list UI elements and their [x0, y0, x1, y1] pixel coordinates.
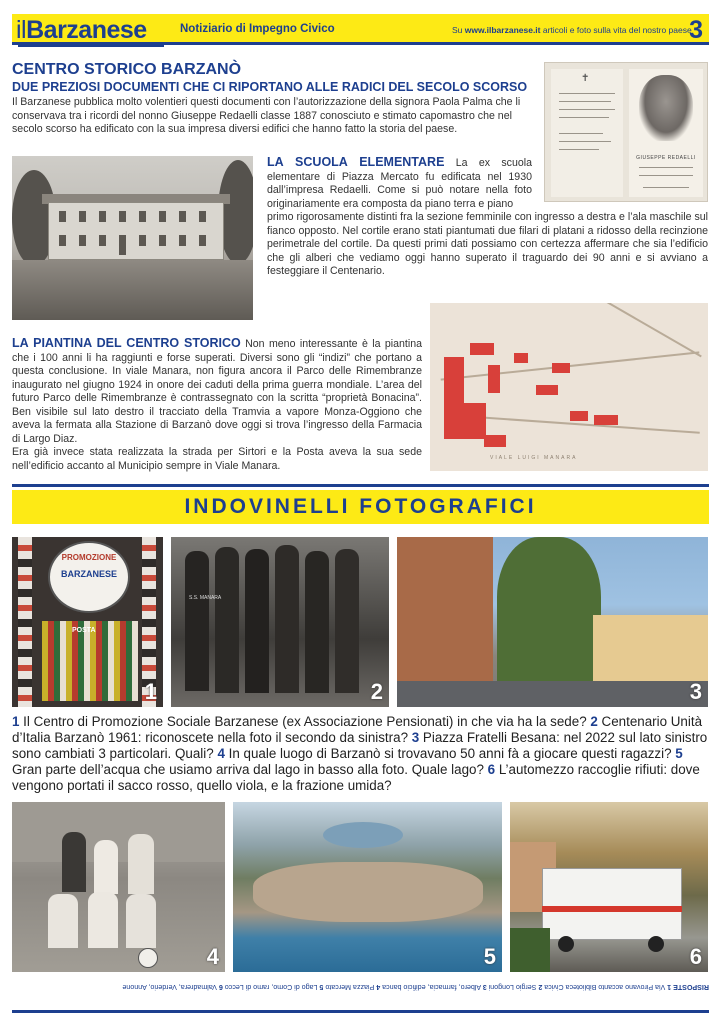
map-section: [12, 337, 422, 473]
window: [99, 235, 106, 246]
answers-label: RISPOSTE: [673, 983, 709, 991]
answer-number: 5: [319, 983, 324, 991]
text-line: [559, 117, 609, 118]
article-intro: Il Barzanese pubblica molto volentieri questi documenti con l’autorizzazione della signora Paola Palma che li conservava tra i ricordi del nonno Giuseppe Redaelli classe 1887 conosciuto e stimato capomastro che nel secolo scorso ha edificato con la sua impresa diversi edifici che hanno fatto la storia del paese.: [12, 96, 521, 135]
memorial-name: GIUSEPPE REDAELLI: [636, 155, 696, 161]
school-photo: [12, 156, 253, 320]
quiz-answers: [12, 982, 709, 992]
distant-lake: [323, 822, 403, 848]
text-line: [559, 93, 615, 94]
dice-decoration: [18, 537, 32, 707]
page-number: 3: [689, 16, 703, 44]
map-text-block: [12, 337, 422, 446]
truck-wheel: [648, 936, 664, 952]
text-line: [559, 149, 599, 150]
map-building: [470, 343, 494, 355]
question-text: Centenario Unità d’Italia Barzanò 1961: riconoscete nella foto il secondo da sinistra?: [12, 714, 703, 745]
portrait: [639, 75, 693, 141]
quiz-banner: INDOVINELLI FOTOGRAFICI: [12, 490, 709, 524]
answer-text: Valmadrera, Verderio, Annone: [122, 983, 219, 991]
question-text: Gran parte dell’acqua che usiamo arriva dal lago in basso alla foto. Quale lago?: [12, 762, 488, 777]
window: [79, 235, 86, 246]
child: [88, 892, 118, 948]
footer-line: [12, 1010, 709, 1013]
photo-number-3: 3: [689, 679, 702, 704]
question-number: 6: [487, 762, 496, 777]
answer-number: 3: [482, 983, 487, 991]
truck-wheel: [558, 936, 574, 952]
window: [159, 235, 166, 246]
site-link[interactable]: www.ilbarzanese.it: [464, 25, 541, 35]
answer-text: Sergio Longoni: [486, 983, 539, 991]
truck-stripe: [542, 906, 682, 912]
door: [119, 235, 126, 255]
map-building: [484, 435, 506, 447]
child: [94, 840, 118, 894]
map-building: [444, 357, 464, 403]
historic-map-photo: [430, 303, 708, 471]
logo-prefix: il: [16, 16, 27, 44]
quiz-photo-3: [397, 537, 708, 707]
map-building: [552, 363, 570, 373]
question-text: Il Centro di Promozione Sociale Barzanese (ex Associazione Pensionati) in che via ha la sede?: [19, 714, 591, 729]
child: [126, 894, 156, 948]
shirt-text: S.S. MANARA: [189, 595, 222, 601]
answer-text: Via Pirovano accanto Biblioteca Civica: [542, 983, 668, 991]
question-text: In quale luogo di Barzanò si trovavano 50 anni fà a giocare questi ragazzi?: [224, 746, 676, 761]
window: [59, 211, 66, 222]
school-text-a: La ex scuola elementare di Piazza Mercato fu edificata nel 1930 dall’impresa Redaelli. Come si può notare nella foto originariamente era composta da piano terra e piano: [267, 157, 532, 210]
quiz-photo-6: [510, 802, 708, 972]
question-text: L’automezzo raccoglie rifiuti: dove vengono portati il sacco rosso, quello viola, e la frazione umida?: [12, 762, 700, 793]
answer-text: Lago di Como, ramo di Lecco: [222, 983, 320, 991]
map-building: [536, 385, 558, 395]
logo: [16, 16, 147, 44]
quiz-photo-2: [171, 537, 389, 707]
promo-sign-text-b: BARZANESE: [60, 569, 117, 579]
person: [215, 547, 239, 693]
school-building: [48, 202, 224, 260]
window: [119, 211, 126, 222]
school-section: [267, 156, 708, 279]
map-building: [488, 365, 500, 393]
cross-icon: ✝: [581, 73, 590, 84]
quiz-photo-5: [233, 802, 502, 972]
text-line: [559, 141, 611, 142]
logo-underline: [18, 44, 164, 47]
masthead: [12, 14, 709, 45]
answer-number: 1: [667, 983, 672, 991]
site-pre: Su: [452, 25, 465, 35]
text-line: [559, 133, 603, 134]
window: [139, 211, 146, 222]
tree: [497, 537, 601, 687]
quiz-photo-4: [12, 802, 225, 972]
map-heading: LA PIANTINA DEL CENTRO STORICO: [12, 336, 241, 350]
map-building: [444, 403, 486, 439]
person: [185, 551, 209, 691]
masthead-subtitle: Notiziario di Impegno Civico: [180, 23, 335, 35]
school-heading: LA SCUOLA ELEMENTARE: [267, 155, 445, 169]
question-text: Piazza Fratelli Besana: nel 2022 sul lato sinistro sono cambiati 3 particolari. Quali?: [12, 730, 708, 761]
window: [199, 211, 206, 222]
map-road: [588, 303, 702, 357]
building-wall: [12, 802, 225, 862]
article-subtitle: DUE PREZIOSI DOCUMENTI CHE CI RIPORTANO ALLE RADICI DEL SECOLO SCORSO: [12, 80, 528, 94]
window: [179, 211, 186, 222]
posta-text: POSTA: [72, 627, 96, 634]
photo-number-2: 2: [370, 679, 383, 704]
question-number: 4: [217, 746, 225, 761]
map-building: [514, 353, 528, 363]
window: [99, 211, 106, 222]
person: [335, 549, 359, 693]
map-building: [570, 411, 588, 421]
answer-number: 6: [218, 983, 223, 991]
window: [179, 235, 186, 246]
map-street-label: VIALE LUIGI MANARA: [490, 455, 578, 461]
window: [79, 211, 86, 222]
photo-number-1: 1: [144, 679, 157, 704]
photo-number-5: 5: [483, 944, 496, 969]
map-text: Non meno interessante è la piantina che i 100 anni li ha raggiunti e forse superati. Diversi sono gli “indizi” che portano a questa conclusione. In viale Manara, non figura ancora il Parco delle Rimembranze inaugurato nel giugno 1924 in onore dei caduti della prima guerra mondiale. L’area del futuro Parco delle Rimembranze è contrassegnato con la scritta “proprietà Bonacina”. Ben visibile sul lato destro il tracciato della Tramvia a vapore Monza-Oggiono che aveva la fermata alla Stazione di Barzanò dove oggi si trova l’ingresso della Farmacia di Largo Diaz.: [12, 338, 422, 445]
map-text-2: Era già invece stata realizzata la strada per Sirtori e la Posta aveva la sua sede nell’edificio accanto al Municipio sempre in Viale Manara.: [12, 446, 422, 472]
text-line: [559, 101, 611, 102]
article-title: CENTRO STORICO BARZANÒ: [12, 61, 242, 78]
quiz-questions: [12, 714, 709, 794]
child: [128, 834, 154, 894]
photo-number-6: 6: [689, 944, 702, 969]
window: [139, 235, 146, 246]
promo-sign-text-a: PROMOZIONE: [61, 553, 117, 562]
parked-cars: [397, 681, 708, 707]
football: [138, 948, 158, 968]
child: [62, 832, 86, 892]
quiz-photo-1: [12, 537, 163, 707]
map-road: [441, 351, 700, 380]
window: [59, 235, 66, 246]
question-number: 3: [411, 730, 420, 745]
answer-text: Albero, farmacia, edificio banca: [380, 983, 483, 991]
question-number: 1: [12, 714, 20, 729]
school-text-top: [267, 156, 532, 211]
person: [245, 549, 269, 693]
answer-number: 2: [538, 983, 543, 991]
garbage-truck: [542, 868, 682, 940]
hedge: [510, 928, 550, 972]
building: [397, 537, 493, 687]
person: [305, 551, 329, 693]
photo-number-4: 4: [206, 944, 219, 969]
answer-text: Piazza Mercato: [323, 983, 377, 991]
section-divider: [12, 484, 709, 487]
window: [199, 235, 206, 246]
question-number: 2: [590, 714, 598, 729]
person: [275, 545, 299, 693]
answer-number: 4: [376, 983, 381, 991]
logo-main: Barzanese: [26, 16, 147, 44]
town: [253, 862, 483, 922]
map-building: [594, 415, 618, 425]
text-line: [559, 109, 615, 110]
question-number: 5: [675, 746, 683, 761]
school-courtyard: [12, 260, 253, 320]
school-text-bottom: primo rigorosamente distinti fra la sezione femminile con ingresso a destra e l’ala maschile sul fianco opposto. Nel cortile erano stati piantumati due filari di platani a ridosso della recinzione perimetrale del cortile. Da questi primi dati possiamo con certezza affermare che sia l’edificio che gli alberi che vediamo oggi hanno superato il traguardo dei 90 anni e si avviano a festeggiare il Centenario.: [267, 211, 708, 277]
child: [48, 894, 78, 948]
site-post: articoli e foto sulla vita del nostro paese: [540, 25, 692, 35]
site-note: [452, 25, 692, 35]
window: [159, 211, 166, 222]
